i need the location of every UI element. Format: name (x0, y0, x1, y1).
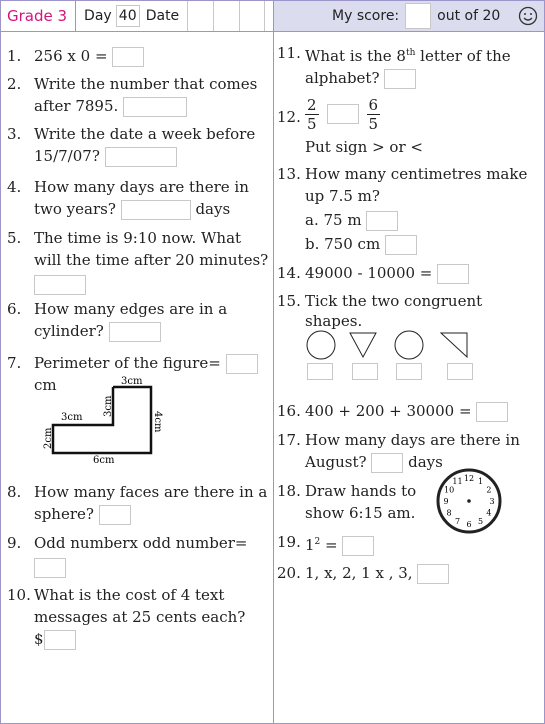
question-text: up 7.5 m? (305, 187, 380, 205)
clock-numeral: 7 (454, 516, 461, 526)
question-20 (277, 562, 539, 584)
circle-shape (395, 331, 423, 359)
answer-box[interactable] (123, 97, 187, 117)
question-text: cylinder? (34, 322, 104, 340)
question-text: August? (305, 453, 367, 471)
answer-box[interactable] (342, 536, 374, 556)
question-number: 10. (7, 586, 31, 604)
question-text: How many faces are there in a (34, 483, 268, 501)
question-number: 17. (277, 431, 301, 449)
answer-box[interactable] (385, 235, 417, 255)
option-b: b. 750 cm (305, 235, 381, 253)
question-number: 1. (7, 47, 22, 65)
question-number: 2. (7, 75, 22, 93)
clock-center (467, 499, 471, 503)
question-text: 400 + 200 + 30000 = (305, 402, 472, 420)
date-day-box[interactable] (187, 1, 213, 31)
question-12 (277, 93, 539, 158)
answer-box[interactable] (109, 322, 161, 342)
question-text: 1 (305, 536, 315, 554)
fraction-numerator: 6 (368, 95, 379, 114)
clock-numeral: 4 (486, 508, 492, 518)
score-input[interactable] (405, 3, 431, 29)
question-text: What is the 8 (305, 47, 406, 65)
clock-numeral: 12 (463, 474, 475, 483)
question-10 (7, 584, 269, 650)
answer-box[interactable] (99, 505, 131, 525)
tick-box-2[interactable] (352, 363, 378, 380)
answer-box[interactable] (44, 630, 76, 650)
clock-numeral: 8 (446, 508, 452, 518)
question-text: letter of the (415, 47, 511, 65)
question-text: Put sign > or < (305, 138, 423, 156)
header-right (273, 1, 544, 31)
question-16 (277, 400, 539, 422)
circle-shape (307, 331, 335, 359)
option-a: a. 75 m (305, 211, 362, 229)
question-text: sphere? (34, 505, 94, 523)
question-text: How many centimetres make (305, 165, 528, 183)
question-number: 6. (7, 300, 22, 318)
date-month-box[interactable] (213, 1, 239, 31)
question-number: 11. (277, 44, 301, 62)
fraction-denominator: 5 (307, 114, 317, 133)
question-19 (277, 531, 539, 556)
clock-numeral: 5 (477, 516, 484, 526)
tick-box-1[interactable] (307, 363, 333, 380)
question-15 (277, 290, 539, 330)
tick-box-4[interactable] (447, 363, 473, 380)
figure-label-top: 3cm (121, 376, 143, 387)
question-text: show 6:15 am. (305, 504, 416, 522)
clock-numeral: 3 (489, 497, 495, 506)
header-bar (1, 1, 544, 32)
question-text: Write the number that comes (34, 75, 258, 93)
question-text: Draw hands to (305, 482, 417, 500)
tick-box-3[interactable] (396, 363, 422, 380)
question-number: 20. (277, 564, 301, 582)
question-text: How many days are there in (305, 431, 520, 449)
question-number: 12. (277, 108, 301, 126)
fraction-denominator: 5 (368, 114, 379, 133)
question-text: = (320, 536, 338, 554)
question-text: 256 x 0 = (34, 47, 108, 65)
question-text: alphabet? (305, 69, 380, 87)
question-number: 5. (7, 229, 22, 247)
question-13 (277, 163, 539, 255)
question-number: 8. (7, 483, 22, 501)
clock-numeral: 6 (466, 520, 472, 529)
clock-numeral: 9 (443, 497, 449, 506)
question-11 (277, 42, 539, 89)
question-4 (7, 176, 269, 220)
question-number: 3. (7, 125, 22, 143)
question-number: 15. (277, 292, 301, 310)
question-text: What is the cost of 4 text (34, 586, 225, 604)
question-9 (7, 532, 269, 578)
question-1 (7, 45, 269, 67)
fraction-numerator: 2 (307, 95, 317, 114)
question-3 (7, 123, 269, 167)
figure-label-left: 2cm (43, 427, 54, 449)
question-text: 49000 - 10000 = (305, 264, 433, 282)
triangle-shape (350, 333, 376, 357)
question-5 (7, 227, 269, 295)
answer-box[interactable] (34, 558, 66, 578)
clock-numeral: 1 (477, 477, 484, 487)
answer-box[interactable] (384, 69, 416, 89)
answer-box[interactable] (476, 402, 508, 422)
question-text: 1, x, 2, 1 x , 3, (305, 564, 413, 582)
question-text: shapes. (305, 312, 363, 330)
question-text: Tick the two congruent (305, 292, 483, 310)
question-text: Perimeter of the figure= (34, 354, 221, 372)
out-of-label: out of 20 (437, 8, 501, 24)
day-value: 40 (116, 5, 140, 27)
question-14 (277, 262, 539, 284)
grade-label: Grade 3 (1, 1, 76, 31)
question-number: 18. (277, 482, 301, 500)
superscript: th (405, 48, 416, 58)
answer-box[interactable] (105, 147, 177, 167)
question-text: will the time after 20 minutes? (34, 251, 269, 269)
answer-unit: days (195, 200, 231, 218)
fraction-right (367, 96, 381, 133)
question-text: How many edges are in a (34, 300, 228, 318)
column-divider (273, 32, 274, 724)
question-text: The time is 9:10 now. What (34, 229, 242, 247)
clock-face[interactable] (435, 467, 503, 535)
question-text: Odd numberx odd number= (34, 534, 248, 552)
question-number: 7. (7, 354, 22, 372)
figure-label-left-upper: 3cm (61, 412, 83, 423)
question-number: 14. (277, 264, 301, 282)
header-left (1, 1, 273, 31)
answer-box[interactable] (437, 264, 469, 284)
answer-box[interactable] (121, 200, 191, 220)
question-text: How many days are there in (34, 178, 249, 196)
answer-box[interactable] (366, 211, 398, 231)
answer-box[interactable] (417, 564, 449, 584)
question-text: 15/7/07? (34, 147, 100, 165)
question-number: 4. (7, 178, 22, 196)
smiley-icon (518, 6, 538, 26)
superscript: 2 (314, 537, 321, 547)
clock-numeral: 11 (452, 477, 463, 487)
clock-numeral: 10 (443, 485, 455, 495)
question-unit: cm (34, 376, 57, 394)
question-text: after 7895. (34, 97, 119, 115)
clock-numeral: 2 (486, 485, 492, 495)
congruent-shapes (301, 329, 481, 361)
question-8 (7, 481, 269, 525)
answer-box[interactable] (371, 453, 403, 473)
question-number: 19. (277, 533, 301, 551)
answer-unit: days (408, 453, 443, 471)
question-number: 13. (277, 165, 301, 183)
question-text: two years? (34, 200, 116, 218)
question-text: Write the date a week before (34, 125, 256, 143)
question-number: 9. (7, 534, 22, 552)
date-label: Date (145, 8, 180, 24)
figure-label-right: 4cm (152, 411, 163, 433)
answer-box[interactable] (34, 275, 86, 295)
question-text: messages at 25 cents each? (34, 608, 246, 626)
question-18 (277, 480, 437, 524)
question-number: 16. (277, 402, 301, 420)
date-year-box[interactable] (239, 1, 265, 31)
currency-symbol: $ (34, 630, 44, 648)
answer-box[interactable] (112, 47, 144, 67)
question-6 (7, 298, 269, 342)
answer-box[interactable] (226, 354, 258, 374)
score-label: My score: (332, 8, 400, 24)
day-label: Day (84, 8, 112, 24)
triangle-shape (441, 333, 467, 357)
figure-label-vertical: 3cm (103, 395, 114, 417)
figure-label-bottom: 6cm (93, 455, 115, 465)
answer-box[interactable] (327, 104, 359, 124)
question-2 (7, 73, 269, 117)
fraction-left (305, 96, 319, 133)
perimeter-figure (41, 373, 181, 465)
